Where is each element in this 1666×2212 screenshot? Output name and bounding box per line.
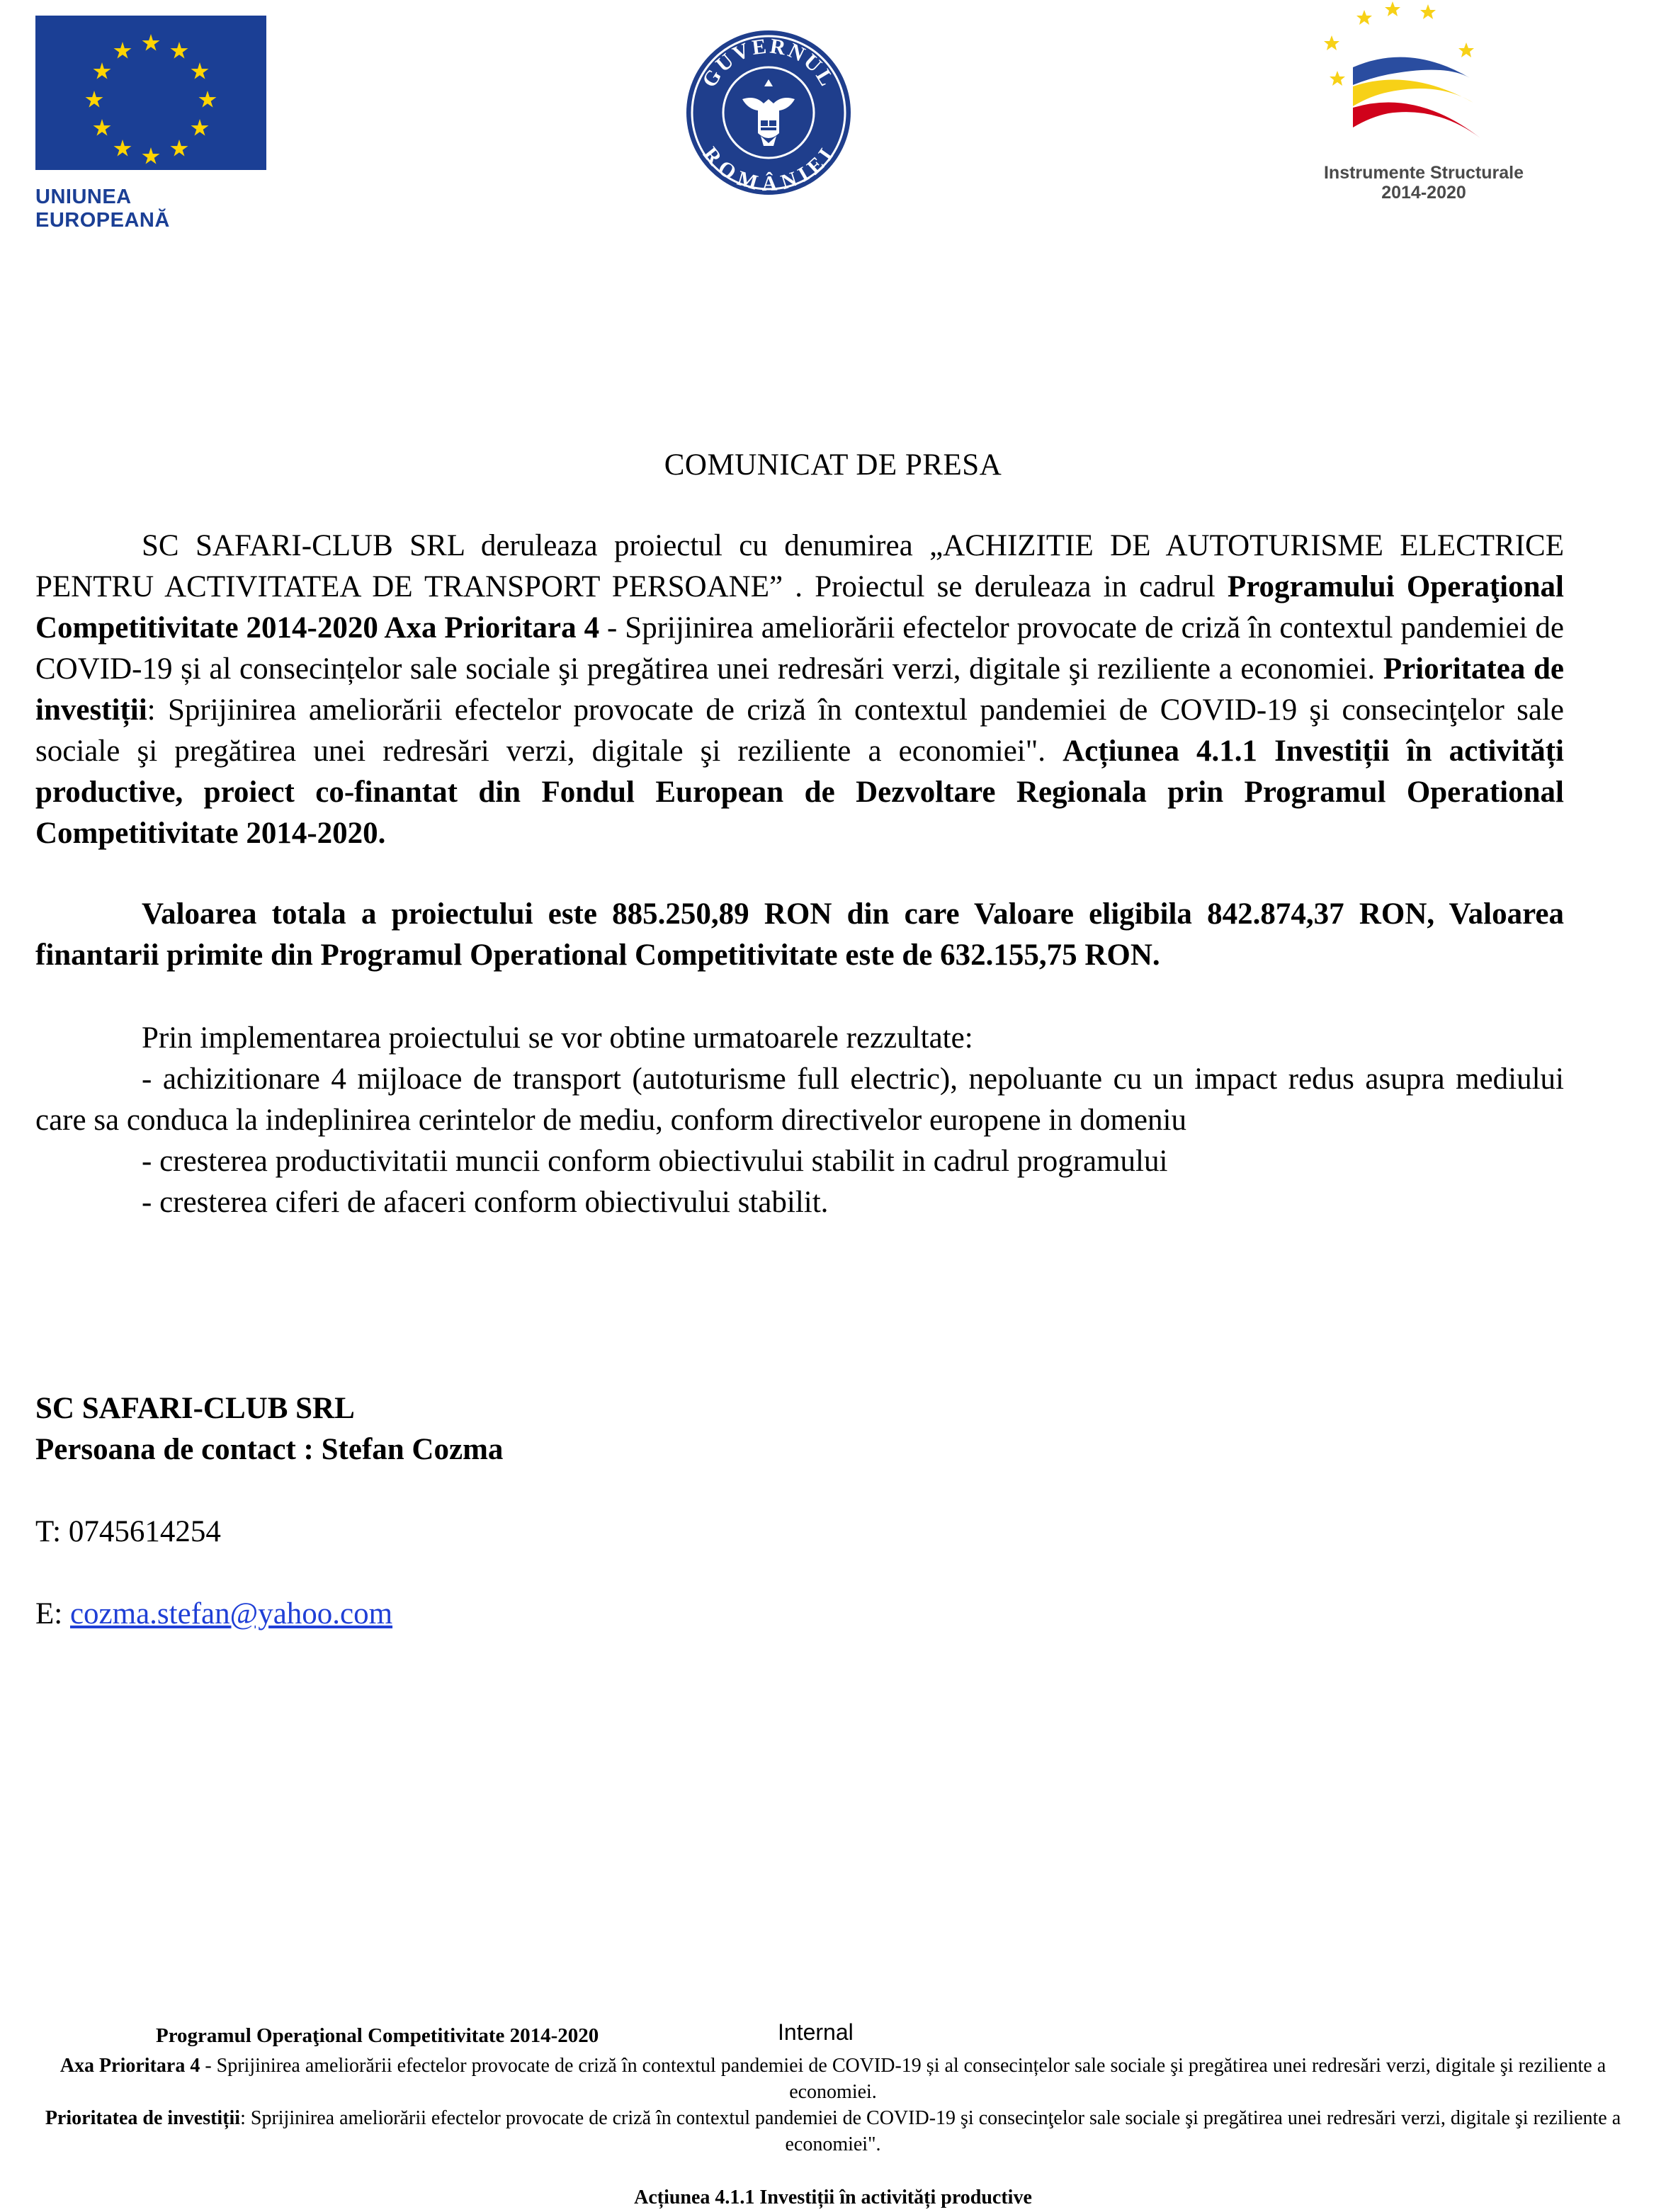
eu-star bbox=[170, 42, 188, 60]
footer-priority bbox=[42, 2105, 1624, 2157]
footer-axa bbox=[42, 2053, 1624, 2105]
footer-priority-text: : Sprijinirea ameliorării efectelor provocate de criză în contextul pandemiei de COVID-19 şi consecinţelor sale sociale şi pregătirea unei redresări verzi, digitale şi reziliente a economiei". bbox=[240, 2107, 1621, 2155]
structural-instruments-caption bbox=[1318, 163, 1530, 203]
footer-axa-text: - Sprijinirea ameliorării efectelor provocate de criză în contextul pandemiei de COVID-19 și al consecințelor sale sociale şi pregătirea unei redresări verzi, digitale şi reziliente a economiei. bbox=[200, 2055, 1606, 2103]
structural-instruments-logo bbox=[1303, 0, 1544, 205]
company-name: SC SAFARI-CLUB SRL bbox=[35, 1392, 355, 1425]
contact-person: Persoana de contact : Stefan Cozma bbox=[35, 1433, 504, 1466]
p1-action-bold: Acțiunea 4.1.1 Investiții în activități productive, proiect co-finantat din Fondul European de Dezvoltare Regionala prin Programul Operational Competitivitate 2014-2020. bbox=[35, 735, 1564, 850]
eu-logo bbox=[35, 16, 266, 232]
footer-action: Acțiunea 4.1.1 Investiții în activități productive bbox=[634, 2187, 1032, 2208]
svg-text:GUVERNUL: GUVERNUL bbox=[697, 34, 840, 92]
eu-star bbox=[93, 119, 111, 137]
is-caption-line2: 2014-2020 bbox=[1381, 183, 1466, 203]
result-item bbox=[35, 1059, 1564, 1141]
internal-label: Internal bbox=[778, 2019, 854, 2045]
footer-program-title: Programul Operaţional Competitivitate 2014-2020 bbox=[156, 2024, 599, 2047]
p2-values-text: Valoarea totala a proiectului este 885.250,89 RON din care Valoare eligibila 842.874,37 RON, Valoarea finantarii primite din Programul Operational Competitivitate este de 632.155,75 RON. bbox=[35, 897, 1564, 972]
is-caption-line1: Instrumente Structurale bbox=[1323, 163, 1524, 183]
eu-star bbox=[198, 91, 217, 109]
result-item: - cresterea ciferi de afaceri conform obiectivului stabilit. bbox=[142, 1186, 829, 1219]
email-line bbox=[35, 1594, 392, 1635]
results-intro: Prin implementarea proiectului se vor obtine urmatoarele rezzultate: bbox=[142, 1021, 973, 1055]
eu-star bbox=[170, 140, 188, 158]
document-title: COMUNICAT DE PRESA bbox=[664, 448, 1002, 482]
p1-text-e: : Sprijinirea ameliorării efectelor provocate de criză în contextul pandemiei de COVID-19 şi consecinţelor sale sociale şi pregătirea unei redresări verzi, digitale şi reziliente a economiei". bbox=[35, 693, 1564, 768]
eu-star bbox=[191, 119, 209, 137]
p1-text-c: - Sprijinirea ameliorării efectelor provocate de criză în contextul pandemiei de COVID-19 și al consecințelor sale sociale şi pregătirea unei redresări verzi, digitale şi reziliente a economiei. bbox=[35, 611, 1565, 686]
paragraph-project-values bbox=[35, 894, 1564, 976]
email-link[interactable]: cozma.stefan@yahoo.com bbox=[69, 1597, 393, 1630]
email-prefix: E: bbox=[35, 1597, 70, 1630]
government-seal-logo bbox=[684, 28, 853, 197]
phone-number: T: 0745614254 bbox=[35, 1515, 221, 1548]
p1-program-bold: Programului Operaţional Competitivitate 2014-2020 Axa Prioritara 4 bbox=[35, 570, 1564, 645]
eu-star bbox=[85, 91, 103, 109]
result-item-text: - achizitionare 4 mijloace de transport (autoturisme full electric), nepoluante cu un impact redus asupra mediului care sa conduca la indeplinirea cerintelor de mediu, conform directivelor europene in domeniu bbox=[35, 1062, 1564, 1137]
svg-text:ROMÂNIEI: ROMÂNIEI bbox=[698, 142, 839, 196]
paragraph-project-description bbox=[35, 526, 1564, 854]
eu-star bbox=[113, 42, 132, 60]
p1-text-a: SC SAFARI-CLUB SRL deruleaza proiectul cu denumirea „ACHIZITIE DE AUTOTURISME ELECTRICE PENTRU ACTIVITATEA DE TRANSPORT PERSOANE” . Proiectul se deruleaza in cadrul bbox=[35, 529, 1564, 603]
footer-priority-bold: Prioritatea de investiții bbox=[45, 2107, 241, 2129]
result-item: - cresterea productivitatii muncii conform obiectivului stabilit in cadrul programului bbox=[142, 1145, 1168, 1178]
p1-priority-bold: Prioritatea de investiții bbox=[35, 652, 1564, 727]
results-list bbox=[35, 1059, 1564, 1223]
eu-star bbox=[191, 62, 209, 81]
eu-star bbox=[113, 140, 132, 158]
eu-caption: UNIUNEA EUROPEANĂ bbox=[35, 186, 170, 232]
footer-axa-bold: Axa Prioritara 4 bbox=[60, 2055, 200, 2077]
eu-flag bbox=[35, 16, 266, 170]
eu-star bbox=[142, 34, 160, 52]
eu-star bbox=[142, 147, 160, 166]
eu-star bbox=[93, 62, 111, 81]
